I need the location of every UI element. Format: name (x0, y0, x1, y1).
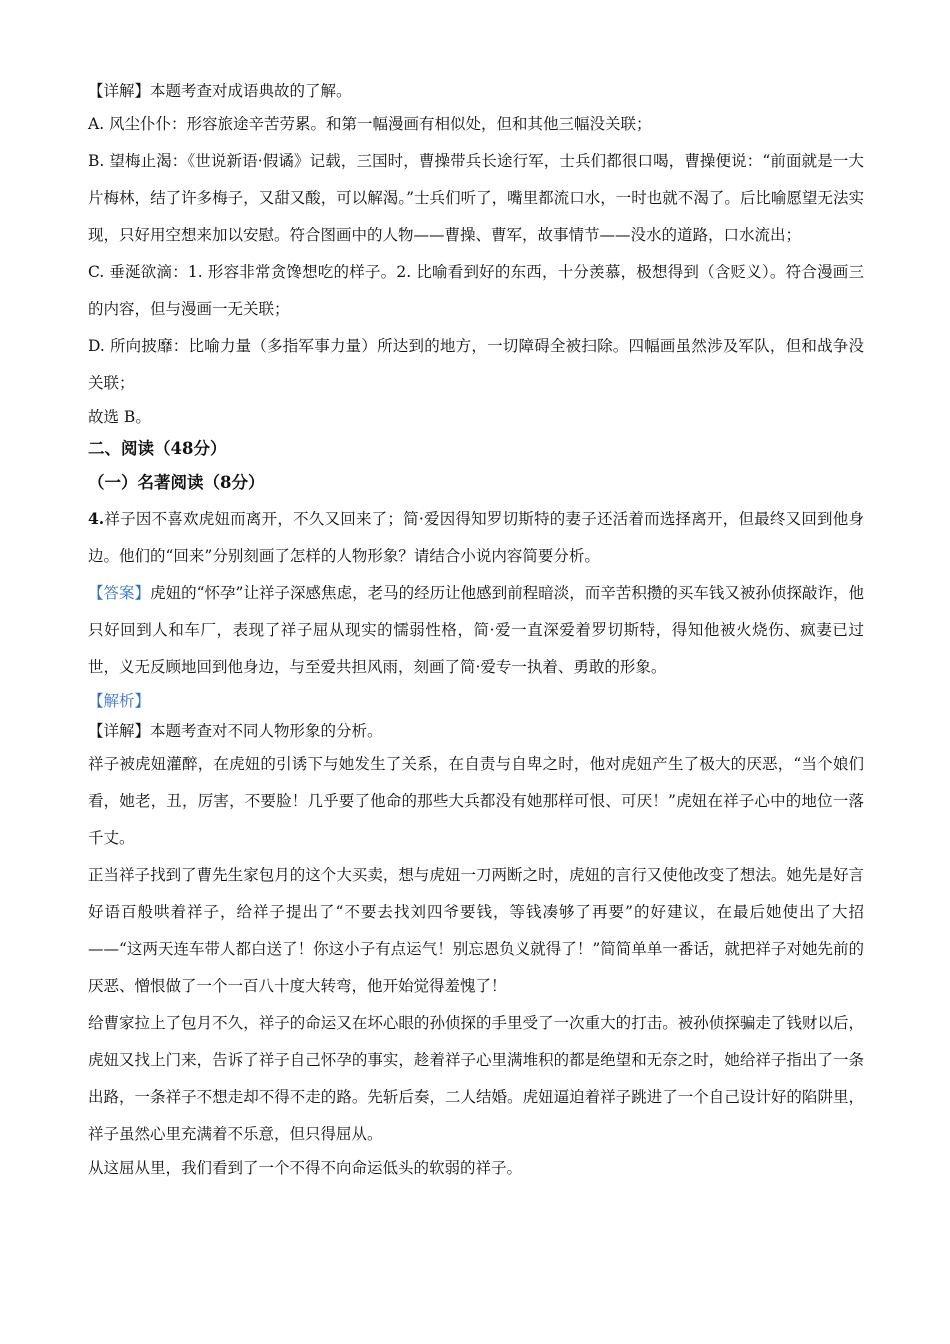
analysis-paragraph-4: 从这屈从里，我们看到了一个不得不向命运低头的软弱的祥子。 (88, 1159, 523, 1177)
section-title: 二、阅读（48分） (88, 439, 227, 458)
document-page (88, 76, 864, 1183)
question-number: 4. (88, 509, 105, 528)
subsection-title: （一）名著阅读（8分） (88, 473, 265, 492)
question-4 (88, 500, 864, 575)
option-b: B. 望梅止渴：《世说新语·假谲》记载，三国时，曹操带兵长途行军，士兵们都很口喝，曹操便说：“前面就是一大片梅林，结了许多梅子，又甜又酸，可以解渴。”士兵们听了，嘴里都流口水，一时也就不渴了。后比喻愿望无法实现，只好用空想来加以安慰。符合图画中的人物——曹操、曹军，故事情节——没水的道路，口水流出； (88, 152, 864, 244)
detail-2: 【详解】本题考查对不同人物形象的分析。 (88, 722, 383, 740)
option-d: D. 所向披靡：比喻力量（多指军事力量）所达到的地方，一切障碍全被扫除。四幅画虽然涉及军队，但和战争没关联； (88, 337, 864, 392)
analysis-label: 【解析】 (88, 692, 151, 710)
answer-label: 【答案】 (88, 584, 151, 602)
analysis-paragraph-1: 祥子被虎妞灌醉，在虎妞的引诱下与她发生了关系，在自责与自卑之时，他对虎妞产生了极大的厌恶，“当个娘们看，她老，丑，厉害，不要脸！几乎要了他命的那些大兵都没有她那样可恨、可厌！”虎妞在祥子心中的地位一落千丈。 (88, 755, 864, 847)
analysis-paragraph-3: 给曹家拉上了包月不久，祥子的命运又在坏心眼的孙侦探的手里受了一次重大的打击。被孙侦探骗走了钱财以后，虎妞又找上门来，告诉了祥子自己怀孕的事实，趁着祥子心里满堆积的都是绝望和无奈之时，她给祥子指出了一条出路，一条祥子不想走却不得不走的路。先斩后奏，二人结婚。虎妞逼迫着祥子跳进了一个自己设计好的陷阱里，祥子虽然心里充满着不乐意，但只得屈从。 (88, 1014, 864, 1143)
option-a: A. 风尘仆仆：形容旅途辛苦劳累。和第一幅漫画有相似处，但和其他三幅没关联； (88, 115, 652, 133)
answer-text: 虎妞的“怀孕”让祥子深感焦虑，老马的经历让他感到前程暗淡，而辛苦积攒的买车钱又被孙侦探敲诈，他只好回到人和车厂，表现了祥子屈从现实的懦弱性格，简·爱一直深爱着罗切斯特，得知他被火烧伤、疯妻已过世，义无反顾地回到他身边，与至爱共担风雨，刻画了简·爱专一执着、勇敢的形象。 (88, 584, 864, 676)
answer (88, 575, 864, 686)
analysis-paragraph-2: 正当祥子找到了曹先生家包月的这个大买卖，想与虎妞一刀两断之时，虎妞的言行又使他改变了想法。她先是好言好语百般哄着祥子，给祥子提出了“不要去找刘四爷要钱，等钱凑够了再要”的好建议，在最后她使出了大招——“这两天连车带人都白送了！你这小子有点运气！别忘恩负义就得了！”简简单单一番话，就把祥子对她先前的厌恶、憎恨做了一个一百八十度大转弯，他开始觉得羞愧了！ (88, 866, 864, 995)
option-c: C. 垂涎欲滴：1. 形容非常贪馋想吃的样子。2. 比喻看到好的东西，十分羡慕，极想得到（含贬义）。符合漫画三的内容，但与漫画一无关联； (88, 263, 864, 318)
choice-conclusion: 故选 B。 (88, 408, 151, 426)
question-text: 祥子因不喜欢虎妞而离开，不久又回来了；简·爱因得知罗切斯特的妻子还活着而选择离开，但最终又回到他身边。他们的“回来”分别刻画了怎样的人物形象？请结合小说内容简要分析。 (88, 510, 864, 565)
detail-intro: 【详解】本题考查对成语典故的了解。 (88, 82, 352, 100)
